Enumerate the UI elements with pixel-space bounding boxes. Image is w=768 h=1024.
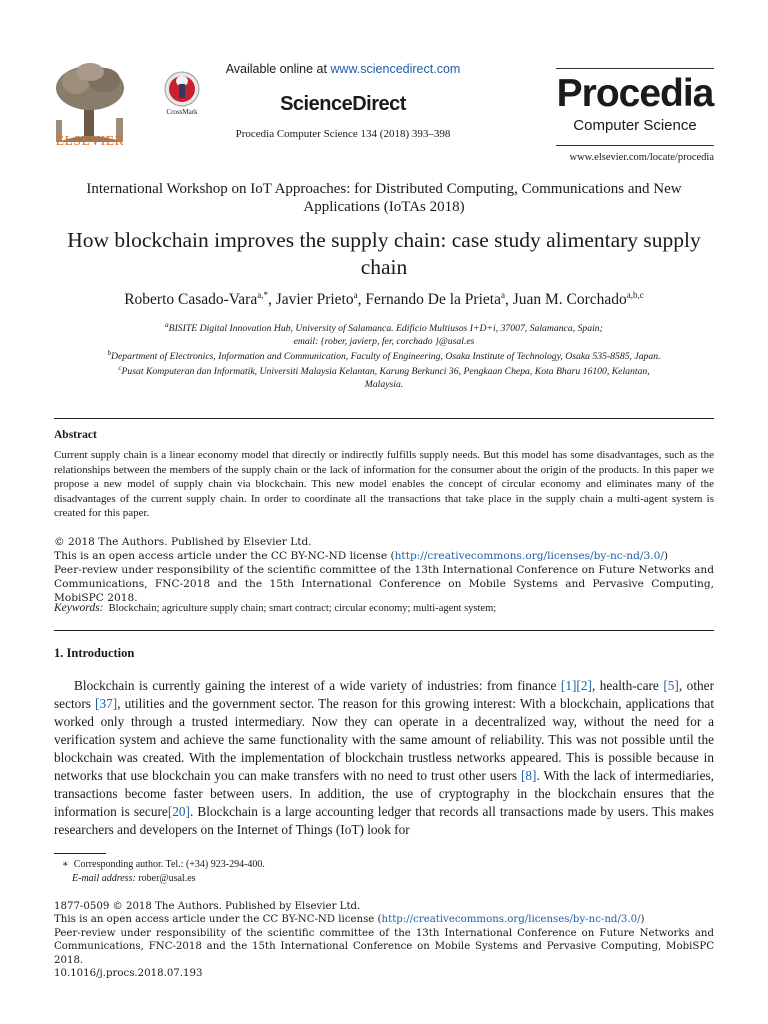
author-name: Juan M. Corchado — [512, 291, 627, 309]
issn-line: 1877-0509 © 2018 The Authors. Published by Elsevier Ltd. — [54, 901, 361, 912]
affiliation-c: $^c$Pusat Komputeran dan Informatik, Universiti Malaysia Kelantan, Karung Berkunci 36, Pengkaan Chepa, Kota Bharu 16100, Kelantan, Malaysia. — [118, 364, 650, 391]
author-name: Javier Prieto — [275, 291, 354, 309]
author-affiliation-mark: a,b,c — [626, 290, 644, 300]
email-address[interactable]: rober@usal.es — [138, 872, 196, 884]
bottom-front-matter — [54, 900, 714, 980]
abstract-heading: Abstract — [54, 429, 97, 441]
abstract-top-rule — [54, 418, 714, 419]
section-heading-introduction: 1. Introduction — [54, 646, 135, 660]
license-link[interactable]: http://creativecommons.org/licenses/by-nc-nd/3.0/ — [394, 550, 664, 562]
footnote — [62, 858, 702, 885]
journal-citation: Procedia Computer Science 134 (2018) 393–398 — [235, 128, 451, 140]
publisher-logo-text: ELSEVIER — [55, 133, 125, 148]
abstract-text: Current supply chain is a linear economy model that directly or indirectly fulfills supply needs. But this model has some disadvantages, such as the relationships between the members of the supply chain or the lack of information for the consumer about the origin of the products. In this paper we propose a new model of supply chain via blockchain. This new model enables the concept of circular economy and eliminates many of the disadvantages of the current supply chain. In order to coordinate all the transactions that take place in the supply chain a multi-agent system is created for this paper. — [54, 449, 714, 519]
citation-link[interactable]: [2] — [576, 678, 592, 693]
workshop-name: International Workshop on IoT Approaches: for Distributed Computing, Communications and New Applications (IoTAs 2018) — [86, 181, 682, 215]
bottom-license-line: This is an open access article under the CC BY-NC-ND license (http://creativecommons.org/licenses/by-nc-nd/3.0/) — [54, 914, 645, 926]
introduction-paragraph: Blockchain is currently gaining the interest of a wide variety of industries: from finance [1][2], health-care [5], other sectors [37], utilities and the government sector. The reason for this growing interest: With a blockchain, applications that worked only through a trusted intermediary. Now they can operate in a decentralized way, without the need for a verification system and achieve the same functionality with the same amount of reliability. This was not possible until the blockchain was created. With the implementation of blockchain trustless networks appeared. This is possible because in networks that use blockchain you can make transfers with no need to trust other users [8]. With the lack of intermediaries, transactions become faster between users. In addition, the use of cryptography in the blockchain ensures that the information is secure[20]. Blockchain is a large accounting ledger that records all transactions made by users. This makes researchers and developers on the Internet of Things (IoT) look for — [54, 678, 715, 837]
crossmark-label: CrossMark — [166, 108, 198, 116]
keywords-line — [54, 602, 714, 614]
citation-link[interactable]: [20] — [167, 804, 190, 819]
corresponding-author-note: ∗ Corresponding author. Tel.: (+34) 923-294-400. — [62, 859, 265, 870]
doi-line[interactable]: 10.1016/j.procs.2018.07.193 — [54, 968, 203, 980]
keywords-label: Keywords: — [54, 602, 104, 614]
citation-link[interactable]: [1] — [560, 678, 577, 693]
author-list: Roberto Casado-Vara$^{a,*}$, Javier Prieto$^a$, Fernando De la Prieta$^a$, Juan M. Corchado$^{a,b,c}$ — [124, 290, 644, 309]
citation-link[interactable]: [37] — [95, 696, 118, 711]
author-name: Fernando De la Prieta — [365, 291, 501, 309]
bottom-license-link[interactable]: http://creativecommons.org/licenses/by-nc-nd/3.0/ — [381, 914, 641, 926]
author-affiliation-mark: a — [500, 290, 505, 300]
abstract-bottom-rule — [54, 630, 714, 631]
journal-homepage-link[interactable]: www.elsevier.com/locate/procedia — [569, 152, 714, 163]
citation-link[interactable]: [5] — [663, 678, 679, 693]
procedia-subtitle: Computer Science — [573, 117, 697, 134]
author-name: Roberto Casado-Vara — [124, 291, 258, 309]
keywords-list: Blockchain; agriculture supply chain; smart contract; circular economy; multi-agent system; — [108, 603, 497, 614]
procedia-title: Procedia — [556, 72, 714, 115]
sciencedirect-link[interactable]: www.sciencedirect.com — [330, 62, 461, 76]
sciencedirect-brand: ScienceDirect — [280, 93, 406, 115]
copyright-line: © 2018 The Authors. Published by Elsevier Ltd. — [54, 536, 312, 548]
article-title: How blockchain improves the supply chain: case study alimentary supply chain — [67, 228, 701, 279]
peer-review-line: Peer-review under responsibility of the scientific committee of the 13th International Conference on Future Networks and Communications, FNC-2018 and the 15th International Conference on Mobile Systems and Pervasive Computing, MobiSPC 2018. — [54, 564, 714, 604]
bottom-peer-review-line: Peer-review under responsibility of the scientific committee of the 13th International Conference on Future Networks and Communications, FNC-2018 and the 15th International Conference on Mobile Systems and Pervasive Computing, MobiSPC 2018. — [54, 927, 714, 966]
citation-link[interactable]: [8] — [520, 768, 537, 783]
author-affiliation-mark: a — [353, 290, 358, 300]
license-line: This is an open access article under the CC BY-NC-ND license (http://creativecommons.org/licenses/by-nc-nd/3.0/) — [54, 550, 669, 562]
affiliation-a: $^a$BISITE Digital Innovation Hub, University of Salamanca. Edificio Multiusos I+D+i, 37007, Salamanca, Spain; email: {rober, javierp, fer, corchado }@usal.es — [165, 321, 603, 348]
footnote-rule — [54, 853, 106, 854]
author-emails: email: {rober, javierp, fer, corchado }@usal.es — [293, 336, 475, 348]
email-note — [62, 872, 702, 886]
author-affiliation-mark: a,* — [257, 290, 268, 300]
available-prefix: Available online at — [225, 62, 331, 76]
available-online-line — [208, 62, 478, 76]
procedia-journal-box — [556, 68, 714, 146]
affiliation-b: $^b$Department of Electronics, Information and Communication, Faculty of Engineering, Osaka Institute of Technology, Osaka 535-8585, Japan. — [107, 349, 661, 363]
email-label: E-mail address: — [72, 872, 136, 884]
footnote-mark: ∗ — [62, 859, 69, 870]
copyright-block — [54, 535, 714, 605]
